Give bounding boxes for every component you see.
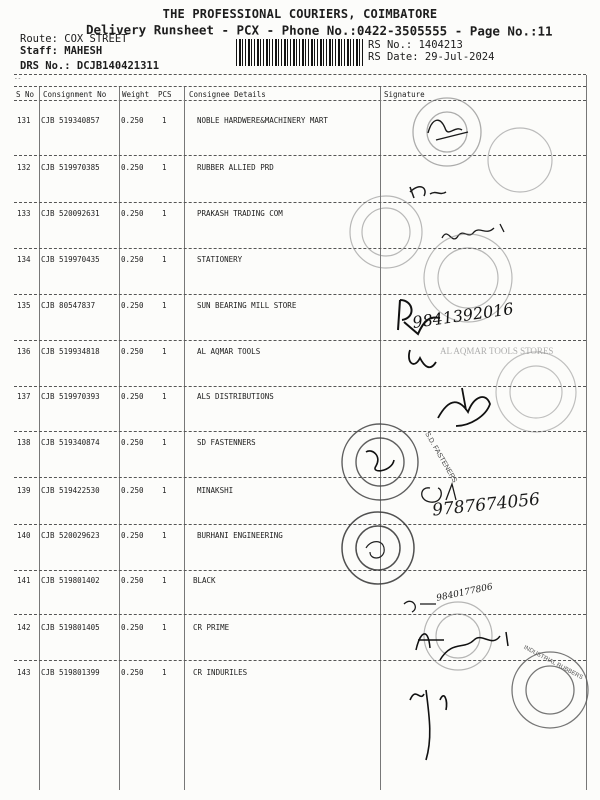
row-s-no: 137 — [17, 392, 31, 401]
row-pcs: 1 — [162, 438, 167, 447]
row-pcs: 1 — [162, 392, 167, 401]
runsheet-title: Delivery Runsheet - PCX - Phone No.:0422-3505555 - Page No.:11 — [85, 22, 553, 39]
row-weight: 0.250 — [121, 301, 144, 310]
row-s-no: 142 — [17, 623, 31, 632]
row-weight: 0.250 — [121, 209, 144, 218]
row-pcs: 1 — [162, 255, 167, 264]
row-weight: 0.250 — [121, 392, 144, 401]
handwritten-phone-141: 9840177806 — [435, 582, 494, 604]
row-s-no: 134 — [17, 255, 31, 264]
company-stamp — [342, 424, 418, 500]
row-s-no: 138 — [17, 438, 31, 447]
stamp-text-136: AL AQMAR TOOLS STORES — [440, 346, 554, 356]
row-consignee: CR INDURILES — [193, 668, 248, 677]
faded-stamp — [488, 128, 552, 192]
row-s-no: 143 — [17, 668, 31, 677]
row-s-no: 141 — [17, 576, 31, 585]
row-consignee: PRAKASH TRADING COM — [197, 209, 283, 218]
drs-number: DRS No.: DCJB140421311 — [20, 60, 160, 72]
row-pcs: 1 — [162, 668, 167, 677]
row-s-no: 136 — [17, 347, 31, 356]
company-stamp — [424, 602, 492, 670]
row-consignment: CJB 519970385 — [41, 163, 100, 172]
rs-number: RS No.: 1404213 — [368, 39, 463, 51]
row-consignment: CJB 520092631 — [41, 209, 100, 218]
row-pcs: 1 — [162, 209, 167, 218]
row-weight: 0.250 — [121, 438, 144, 447]
row-consignment: CJB 519801405 — [41, 623, 100, 632]
company-title: THE PROFESSIONAL COURIERS, COIMBATORE — [162, 7, 438, 21]
row-weight: 0.250 — [121, 347, 144, 356]
row-pcs: 1 — [162, 531, 167, 540]
col-weight: Weight — [122, 90, 150, 99]
row-consignee: STATIONERY — [197, 255, 243, 264]
row-s-no: 131 — [17, 116, 31, 125]
row-pcs: 1 — [162, 576, 167, 585]
company-stamp — [496, 352, 576, 432]
signature-136 — [409, 350, 436, 367]
row-weight: 0.250 — [121, 531, 144, 540]
row-weight: 0.250 — [121, 486, 144, 495]
company-stamp — [350, 196, 422, 268]
col-pcs: PCS — [158, 90, 172, 99]
row-consignment: CJB 519970393 — [41, 392, 100, 401]
row-consignee: AL AQMAR TOOLS — [197, 347, 261, 356]
row-s-no: 139 — [17, 486, 31, 495]
row-consignment: CJB 519801402 — [41, 576, 100, 585]
row-consignee: BURHANI ENGINEERING — [197, 531, 283, 540]
row-pcs: 1 — [162, 301, 167, 310]
stamp-text-143: INDUSTRIAL RUBBERS — [522, 644, 584, 682]
row-consignee: MINAKSHI — [197, 486, 234, 495]
row-consignee: SUN BEARING MILL STORE — [197, 301, 297, 310]
row-consignment: CJB 519340857 — [41, 116, 100, 125]
row-pcs: 1 — [162, 623, 167, 632]
signature-131 — [428, 120, 468, 140]
company-stamp — [342, 512, 414, 584]
row-pcs: 1 — [162, 163, 167, 172]
row-consignee: ALS DISTRIBUTIONS — [197, 392, 274, 401]
row-weight: 0.250 — [121, 576, 144, 585]
stamp-text-138: S.D. FASTENERS — [423, 430, 458, 485]
row-weight: 0.250 — [121, 668, 144, 677]
row-consignment: CJB 519934818 — [41, 347, 100, 356]
handwritten-phone-139: 9787674056 — [431, 489, 541, 521]
row-consignment: CJB 519970435 — [41, 255, 100, 264]
col-s-no: S No — [16, 90, 35, 99]
row-consignee: SD FASTENNERS — [197, 438, 256, 447]
route-label: Route: COX STREET — [20, 33, 128, 45]
row-consignment: CJB 519340874 — [41, 438, 100, 447]
signature-138 — [366, 451, 394, 471]
row-consignee: BLACK — [193, 576, 216, 585]
signature-132 — [410, 187, 446, 198]
col-signature: Signature — [384, 90, 425, 99]
row-pcs: 1 — [162, 486, 167, 495]
row-pcs: 1 — [162, 347, 167, 356]
signature-141 — [404, 601, 436, 612]
row-weight: 0.250 — [121, 163, 144, 172]
row-consignee: CR PRIME — [193, 623, 230, 632]
row-weight: 0.250 — [121, 255, 144, 264]
row-s-no: 140 — [17, 531, 31, 540]
row-weight: 0.250 — [121, 623, 144, 632]
row-consignee: NOBLE HARDWERE&MACHINERY MART — [197, 116, 328, 125]
row-s-no: 132 — [17, 163, 31, 172]
row-consignment: CJB 519422530 — [41, 486, 100, 495]
row-consignee: RUBBER ALLIED PRD — [197, 163, 274, 172]
row-s-no: 135 — [17, 301, 31, 310]
row-consignment: CJB 519801399 — [41, 668, 100, 677]
row-pcs: 1 — [162, 116, 167, 125]
signature-137 — [438, 388, 490, 426]
col-consignee: Consignee Details — [189, 90, 266, 99]
signature-143 — [410, 690, 447, 760]
staff-label: Staff: MAHESH — [20, 45, 103, 57]
signature-140 — [366, 542, 384, 558]
row-weight: 0.250 — [121, 116, 144, 125]
row-consignment: CJB 80547837 — [41, 301, 96, 310]
row-consignment: CJB 520029623 — [41, 531, 100, 540]
rs-date: RS Date: 29-Jul-2024 — [368, 51, 495, 63]
dash-mark: -- — [14, 75, 22, 82]
col-consignment: Consignment No — [43, 90, 107, 99]
row-s-no: 133 — [17, 209, 31, 218]
handwritten-phone-135: 9841392016 — [411, 299, 515, 332]
